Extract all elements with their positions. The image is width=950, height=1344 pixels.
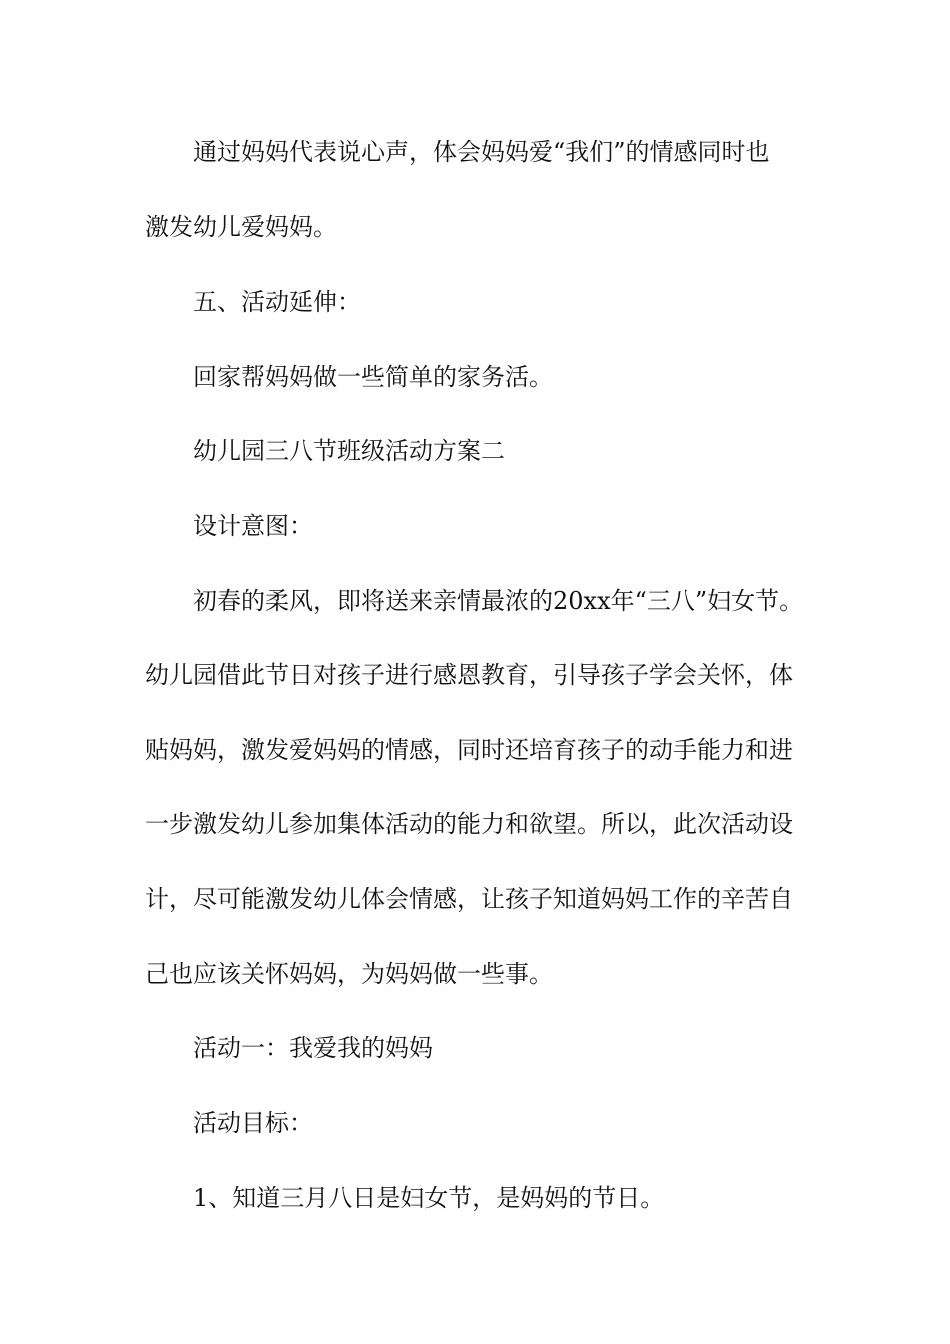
paragraph-line: 己也应该关怀妈妈，为妈妈做一些事。 <box>145 960 553 988</box>
paragraph-line: 计，尽可能激发幼儿体会情感，让孩子知道妈妈工作的辛苦自 <box>145 885 793 913</box>
paragraph-line: 贴妈妈，激发爱妈妈的情感，同时还培育孩子的动手能力和进 <box>145 736 793 764</box>
list-item: 1、知道三月八日是妇女节，是妈妈的节日。 <box>193 1184 665 1212</box>
section-heading: 活动目标： <box>193 1109 313 1137</box>
document-subtitle: 幼儿园三八节班级活动方案二 <box>193 437 505 465</box>
paragraph-line: 激发幼儿爱妈妈。 <box>145 213 337 241</box>
section-heading: 活动一：我爱我的妈妈 <box>193 1034 433 1062</box>
section-heading: 设计意图： <box>193 512 313 540</box>
paragraph-line: 幼儿园借此节日对孩子进行感恩教育，引导孩子学会关怀，体 <box>145 661 793 689</box>
paragraph-line: 一步激发幼儿参加集体活动的能力和欲望。所以，此次活动设 <box>145 810 793 838</box>
section-heading: 五、活动延伸： <box>193 288 361 316</box>
paragraph-line: 回家帮妈妈做一些简单的家务活。 <box>193 363 553 391</box>
paragraph-line: 通过妈妈代表说心声，体会妈妈爱“我们”的情感同时也 <box>193 138 770 166</box>
paragraph-line: 初春的柔风，即将送来亲情最浓的20xx年“三八”妇女节。 <box>193 587 804 615</box>
